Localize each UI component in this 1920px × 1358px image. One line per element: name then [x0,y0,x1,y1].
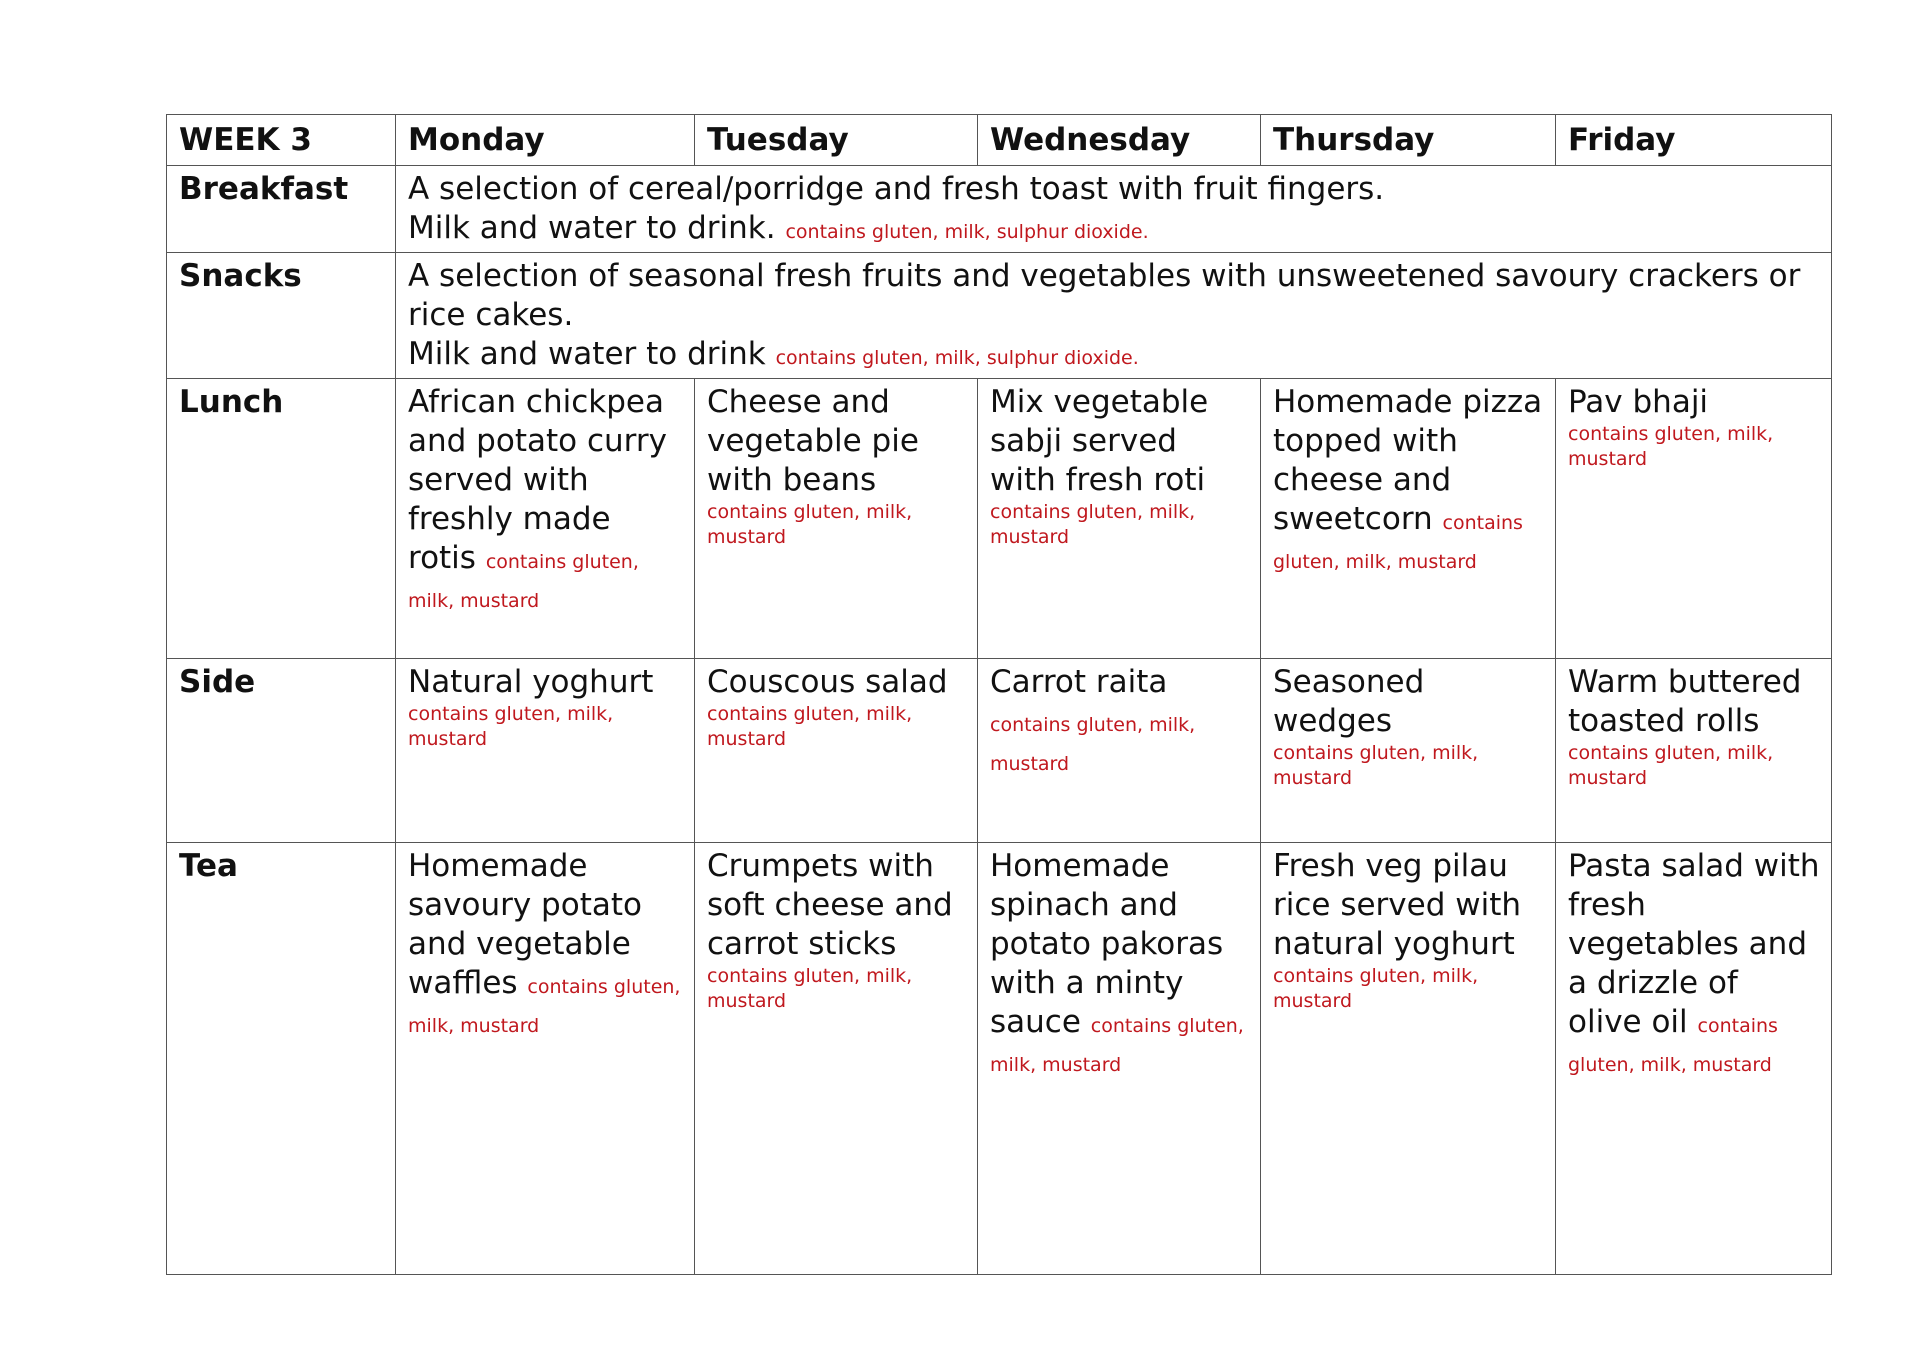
lunch-allergens-friday: contains gluten, milk, mustard [1568,423,1774,470]
lunch-allergens-tuesday: contains gluten, milk, mustard [707,501,913,548]
lunch-dish-thursday: Homemade pizza topped with cheese and sweetcorn [1273,384,1543,537]
lunch-allergens-wednesday: contains gluten, milk, mustard [990,501,1196,548]
header-row [167,115,1832,166]
side-allergens-friday: contains gluten, milk, mustard [1568,742,1774,789]
side-allergens-thursday: contains gluten, milk, mustard [1273,742,1479,789]
side-cell-wednesday [978,659,1261,843]
tea-dish-wednesday: Homemade spinach and potato pakoras with a minty sauce [990,848,1224,1040]
snacks-allergens: contains gluten, milk, sulphur dioxide. [775,347,1139,369]
row-label-tea: Tea [167,843,396,1275]
lunch-dish-monday: African chickpea and potato curry served with freshly made rotis [408,384,667,576]
tea-allergens-monday: contains gluten, milk, mustard [408,976,681,1037]
lunch-dish-friday: Pav bhaji [1568,384,1709,420]
day-header-thursday: Thursday [1261,115,1556,166]
lunch-cell-thursday [1261,379,1556,659]
tea-dish-tuesday: Crumpets with soft cheese and carrot sticks [707,848,953,962]
lunch-cell-friday [1556,379,1832,659]
lunch-cell-tuesday [695,379,978,659]
row-label-snacks: Snacks [167,253,396,379]
side-dish-tuesday: Couscous salad [707,664,948,700]
row-label-breakfast: Breakfast [167,166,396,253]
tea-cell-wednesday [978,843,1261,1275]
lunch-dish-wednesday: Mix vegetable sabji served with fresh roti [990,384,1209,498]
side-dish-thursday: Seasoned wedges [1273,664,1425,739]
tea-allergens-wednesday: contains gluten, milk, mustard [990,1015,1244,1076]
side-cell-thursday [1261,659,1556,843]
lunch-allergens-thursday: contains gluten, milk, mustard [1273,512,1523,573]
tea-cell-tuesday [695,843,978,1275]
breakfast-row [167,166,1832,253]
snacks-cell [396,253,1832,379]
tea-allergens-tuesday: contains gluten, milk, mustard [707,965,913,1012]
weekly-menu-table [166,114,1832,1275]
breakfast-line-2: Milk and water to drink. [408,210,776,246]
tea-row [167,843,1832,1275]
side-cell-friday [1556,659,1832,843]
tea-cell-monday [396,843,695,1275]
tea-allergens-thursday: contains gluten, milk, mustard [1273,965,1479,1012]
snacks-row [167,253,1832,379]
side-cell-monday [396,659,695,843]
lunch-cell-monday [396,379,695,659]
row-label-lunch: Lunch [167,379,396,659]
lunch-dish-tuesday: Cheese and vegetable pie with beans [707,384,919,498]
tea-dish-thursday: Fresh veg pilau rice served with natural yoghurt [1273,848,1522,962]
snacks-line-1: A selection of seasonal fresh fruits and vegetables with unsweetened savoury crackers or rice cakes. [408,258,1801,333]
day-header-friday: Friday [1556,115,1832,166]
side-row [167,659,1832,843]
tea-cell-thursday [1261,843,1556,1275]
snacks-line-2: Milk and water to drink [408,336,766,372]
breakfast-cell [396,166,1832,253]
side-cell-tuesday [695,659,978,843]
breakfast-allergens: contains gluten, milk, sulphur dioxide. [785,221,1149,243]
tea-dish-friday: Pasta salad with fresh vegetables and a drizzle of olive oil [1568,848,1820,1040]
lunch-cell-wednesday [978,379,1261,659]
side-allergens-tuesday: contains gluten, milk, mustard [707,703,913,750]
lunch-allergens-monday: contains gluten, milk, mustard [408,551,639,612]
side-allergens-monday: contains gluten, milk, mustard [408,703,614,750]
side-dish-wednesday: Carrot raita [990,664,1168,700]
day-header-monday: Monday [396,115,695,166]
lunch-row [167,379,1832,659]
row-label-side: Side [167,659,396,843]
side-allergens-wednesday: contains gluten, milk, mustard [990,714,1196,775]
breakfast-line-1: A selection of cereal/porridge and fresh toast with fruit fingers. [408,171,1385,207]
day-header-wednesday: Wednesday [978,115,1261,166]
week-label: WEEK 3 [167,115,396,166]
side-dish-monday: Natural yoghurt [408,664,654,700]
tea-dish-monday: Homemade savoury potato and vegetable waffles [408,848,642,1001]
tea-allergens-friday: contains gluten, milk, mustard [1568,1015,1778,1076]
day-header-tuesday: Tuesday [695,115,978,166]
tea-cell-friday [1556,843,1832,1275]
side-dish-friday: Warm buttered toasted rolls [1568,664,1802,739]
